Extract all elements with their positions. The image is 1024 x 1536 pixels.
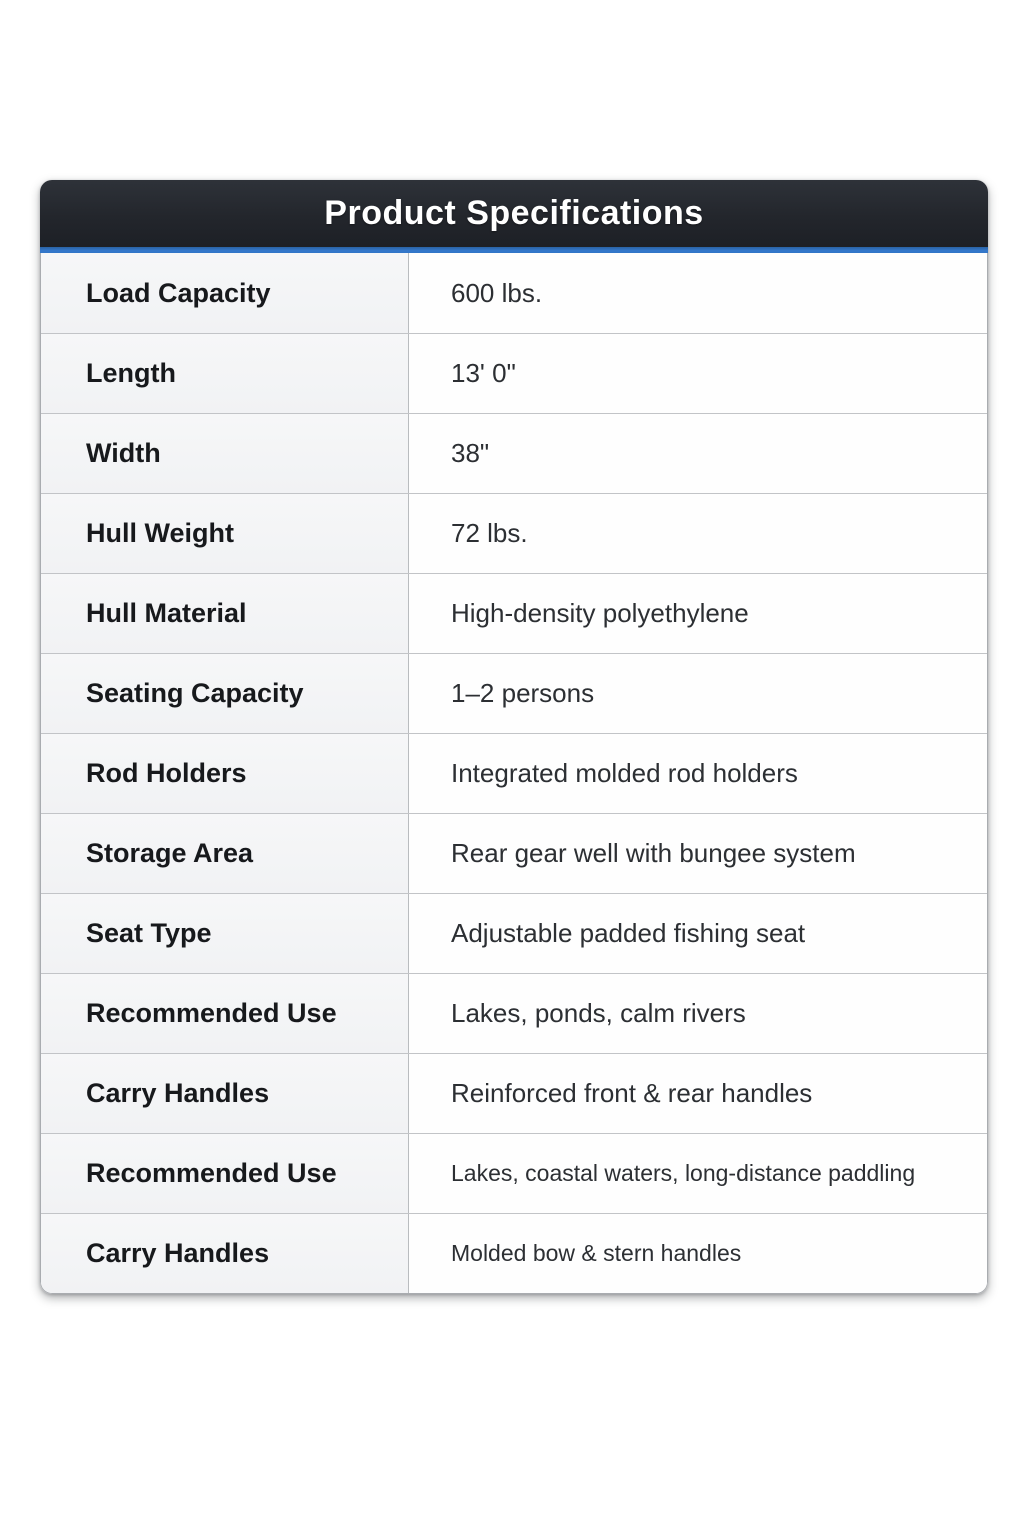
table-row bbox=[41, 973, 987, 1053]
row-label: Rod Holders bbox=[86, 758, 247, 788]
row-value: 72 lbs. bbox=[451, 518, 528, 548]
label-cell bbox=[41, 253, 409, 333]
table-row bbox=[41, 413, 987, 493]
label-cell bbox=[41, 334, 409, 413]
table-row bbox=[41, 893, 987, 973]
label-cell bbox=[41, 574, 409, 653]
label-cell bbox=[41, 1134, 409, 1213]
value-cell bbox=[409, 494, 987, 573]
value-cell bbox=[409, 253, 987, 333]
row-value: 600 lbs. bbox=[451, 277, 543, 308]
row-value: High-density polyethylene bbox=[451, 598, 749, 628]
table-row bbox=[41, 813, 987, 893]
row-label: Seat Type bbox=[86, 918, 212, 948]
row-label: Recommended Use bbox=[86, 998, 337, 1028]
card-header bbox=[40, 180, 988, 247]
value-cell bbox=[409, 654, 987, 733]
row-label: Seating Capacity bbox=[86, 678, 304, 708]
row-value: Integrated molded rod holders bbox=[451, 758, 798, 788]
table-row bbox=[41, 1053, 987, 1133]
value-cell bbox=[409, 894, 987, 973]
row-value: 13' 0" bbox=[451, 358, 516, 388]
label-cell bbox=[41, 814, 409, 893]
row-label: Length bbox=[86, 358, 176, 388]
row-label: Hull Material bbox=[86, 598, 247, 628]
row-value: Lakes, ponds, calm rivers bbox=[451, 998, 746, 1028]
label-cell bbox=[41, 494, 409, 573]
row-label: Storage Area bbox=[86, 838, 254, 868]
spec-table bbox=[40, 253, 988, 1294]
value-cell bbox=[409, 1134, 987, 1213]
value-cell bbox=[409, 734, 987, 813]
value-cell bbox=[409, 574, 987, 653]
value-cell bbox=[409, 1214, 987, 1293]
value-cell bbox=[409, 414, 987, 493]
label-cell bbox=[41, 1054, 409, 1133]
row-label: Width bbox=[86, 438, 161, 468]
table-row bbox=[41, 1133, 987, 1213]
table-row bbox=[41, 573, 987, 653]
product-specifications-card bbox=[40, 180, 988, 1294]
row-value: Lakes, coastal waters, long-distance paddling bbox=[451, 1160, 916, 1186]
row-value: 38" bbox=[451, 438, 490, 468]
table-row bbox=[41, 653, 987, 733]
row-value: 1–2 persons bbox=[451, 678, 595, 708]
label-cell bbox=[41, 734, 409, 813]
label-cell bbox=[41, 654, 409, 733]
row-label: Load Capacity bbox=[86, 277, 271, 308]
table-row bbox=[41, 1213, 987, 1293]
value-cell bbox=[409, 814, 987, 893]
page-title: Product Specifications bbox=[324, 194, 704, 232]
label-cell bbox=[41, 894, 409, 973]
row-value: Rear gear well with bungee system bbox=[451, 838, 856, 868]
value-cell bbox=[409, 974, 987, 1053]
row-value: Adjustable padded fishing seat bbox=[451, 918, 806, 948]
table-row bbox=[41, 493, 987, 573]
label-cell bbox=[41, 974, 409, 1053]
table-row bbox=[41, 253, 987, 333]
table-row bbox=[41, 333, 987, 413]
row-label: Recommended Use bbox=[86, 1158, 337, 1188]
table-row bbox=[41, 733, 987, 813]
value-cell bbox=[409, 1054, 987, 1133]
row-label: Carry Handles bbox=[86, 1238, 270, 1268]
label-cell bbox=[41, 414, 409, 493]
row-label: Carry Handles bbox=[86, 1078, 270, 1108]
row-label: Hull Weight bbox=[86, 518, 234, 548]
value-cell bbox=[409, 334, 987, 413]
label-cell bbox=[41, 1214, 409, 1293]
row-value: Molded bow & stern handles bbox=[451, 1240, 742, 1266]
row-value: Reinforced front & rear handles bbox=[451, 1078, 813, 1108]
